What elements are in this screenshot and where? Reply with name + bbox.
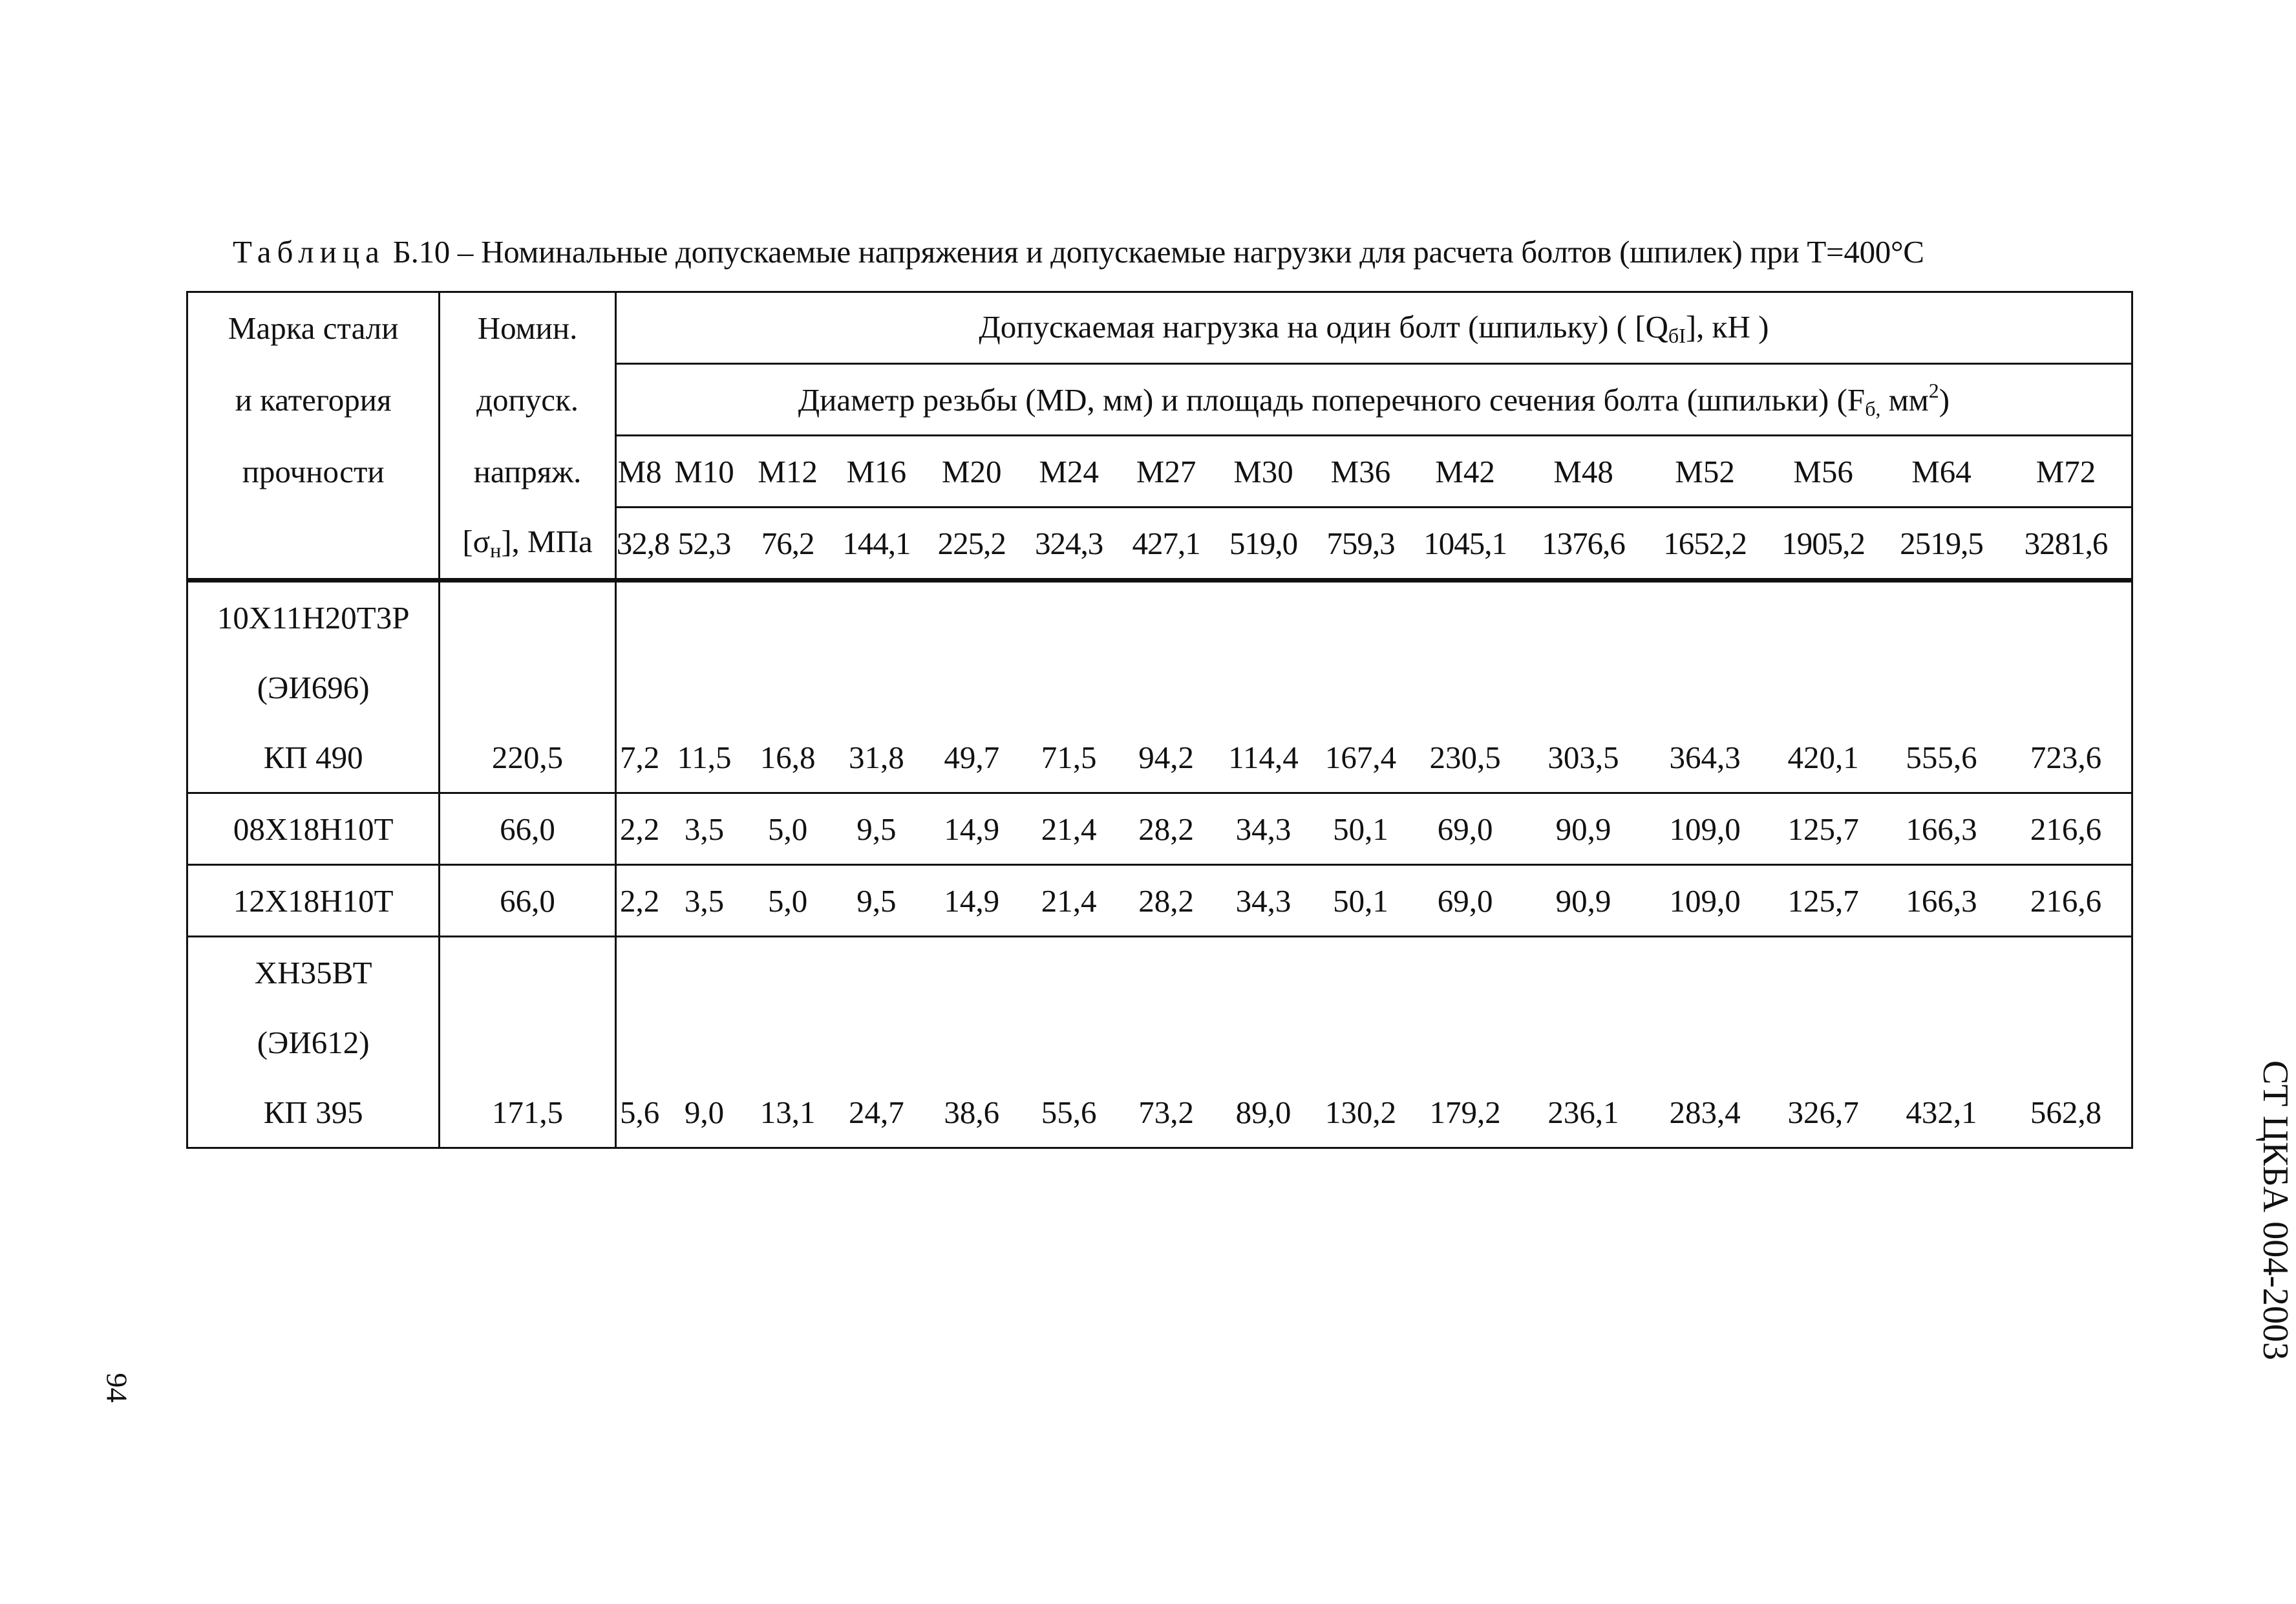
area-cell: 1652,2 (1646, 508, 1764, 581)
load-value-cell: 2,2 (615, 865, 663, 937)
header-row-1 (187, 292, 2132, 364)
thread-size-cell: M12 (746, 436, 830, 508)
load-value-cell (1646, 581, 1764, 653)
load-value-cell (746, 937, 830, 1008)
load-value-cell (1764, 581, 1882, 653)
steel-header-blank (187, 508, 440, 581)
load-value-cell: 236,1 (1521, 1077, 1646, 1148)
steel-grade-cell: 08Х18Н10Т (187, 793, 440, 865)
load-value-cell (1882, 937, 2001, 1008)
load-value-cell (1521, 1007, 1646, 1077)
thread-size-cell: M72 (2001, 436, 2132, 508)
load-value-cell: 555,6 (1906, 739, 1977, 775)
caption-label: Таблица (233, 234, 385, 270)
load-value-cell (1312, 937, 1409, 1008)
load-value-cell: 28,2 (1118, 865, 1215, 937)
load-value-cell (1312, 1007, 1409, 1077)
load-value-cell: 9,5 (830, 865, 923, 937)
load-value-cell (1312, 581, 1409, 653)
load-value-cell (1409, 581, 1521, 653)
load-value-cell: 166,3 (1882, 865, 2001, 937)
load-value-cell: 109,0 (1646, 865, 1764, 937)
load-value-cell: 9,0 (663, 1077, 745, 1148)
load-value-cell: 5,0 (746, 793, 830, 865)
nominal-stress-cell (440, 937, 615, 1008)
thread-size-cell: M48 (1521, 436, 1646, 508)
steel-grade-cell: КП 395 (187, 1077, 440, 1148)
load-value-cell: 90,9 (1521, 793, 1646, 865)
load-value-cell: 94,2 (1138, 739, 1194, 775)
load-value-cell (1521, 581, 1646, 653)
table-row (187, 652, 2132, 722)
load-value-cell: 34,3 (1215, 865, 1312, 937)
load-value-cell: 303,5 (1547, 739, 1619, 775)
load-value-cell: 109,0 (1646, 793, 1764, 865)
bolt-load-table (186, 291, 2133, 1149)
area-cell: 759,3 (1312, 508, 1409, 581)
load-value-cell (746, 581, 830, 653)
table-row (187, 793, 2132, 865)
thread-size-cell: M36 (1312, 436, 1409, 508)
table-row (187, 581, 2132, 653)
load-value-cell: 7,2 (615, 722, 663, 793)
load-value-cell: 3,5 (663, 793, 745, 865)
load-value-cell (746, 652, 830, 722)
load-value-cell: 230,5 (1429, 739, 1501, 775)
load-value-cell: 723,6 (2001, 722, 2132, 793)
nominal-stress-cell: 66,0 (440, 865, 615, 937)
thread-size-cell: M20 (923, 436, 1020, 508)
load-value-cell (1020, 652, 1117, 722)
load-value-cell: 28,2 (1118, 793, 1215, 865)
diameter-title: Диаметр резьбы (MD, мм) и площадь поперечного сечения болта (шпильки) ($F_{б,}$ $мм^2$) (615, 364, 2132, 436)
load-value-cell (1882, 581, 2001, 653)
load-value-cell (1764, 937, 1882, 1008)
area-cell: 427,1 (1118, 508, 1215, 581)
load-value-cell: 50,1 (1312, 865, 1409, 937)
table-row (187, 865, 2132, 937)
load-value-cell (1215, 581, 1312, 653)
load-value-cell (1764, 652, 1882, 722)
thread-size-cell: M64 (1882, 436, 2001, 508)
load-value-cell: 90,9 (1521, 865, 1646, 937)
load-value-cell (1312, 652, 1409, 722)
load-value-cell: 5,0 (746, 865, 830, 937)
load-value-cell: 31,8 (848, 739, 904, 775)
thread-size-cell: M52 (1646, 436, 1764, 508)
load-value-cell: 2,2 (615, 793, 663, 865)
load-value-cell (1882, 1007, 2001, 1077)
load-value-cell (663, 1007, 745, 1077)
steel-grade-cell: (ЭИ696) (187, 652, 440, 722)
load-value-cell (1020, 1007, 1117, 1077)
load-value-cell: 21,4 (1020, 793, 1117, 865)
load-value-cell (1882, 652, 2001, 722)
load-value-cell: 364,3 (1669, 739, 1741, 775)
standard-code: СТ ЦКБА 004-2003 (2255, 1060, 2295, 1360)
table-row (187, 1077, 2132, 1148)
load-value-cell: 283,4 (1646, 1077, 1764, 1148)
table-row (187, 722, 2132, 793)
area-cell: 2519,5 (1882, 508, 2001, 581)
load-value-cell (1764, 1007, 1882, 1077)
load-value-cell (2001, 1007, 2132, 1077)
nominal-stress-cell (440, 652, 615, 722)
load-value-cell (1118, 652, 1215, 722)
area-cell: 76,2 (746, 508, 830, 581)
sizes-row (187, 436, 2132, 508)
load-value-cell (923, 1007, 1020, 1077)
load-value-cell (663, 581, 745, 653)
load-value-cell: 420,1 (1787, 739, 1859, 775)
load-value-cell (1409, 652, 1521, 722)
area-cell: 324,3 (1020, 508, 1117, 581)
header-row-2 (187, 364, 2132, 436)
load-title: Допускаемая нагрузка на один болт (шпильку) ( $[Q_{бI}]$, кН ) (615, 292, 2132, 364)
load-value-cell (1646, 937, 1764, 1008)
load-value-cell (923, 581, 1020, 653)
load-value-cell: 71,5 (1041, 739, 1097, 775)
load-value-cell (923, 937, 1020, 1008)
area-cell: 1376,6 (1521, 508, 1646, 581)
load-value-cell (1646, 652, 1764, 722)
steel-grade-cell: 12Х18Н10Т (187, 865, 440, 937)
area-cell: 225,2 (923, 508, 1020, 581)
load-value-cell: 14,9 (923, 793, 1020, 865)
thread-size-cell: M24 (1020, 436, 1117, 508)
area-cell: 144,1 (830, 508, 923, 581)
load-value-cell: 24,7 (830, 1077, 923, 1148)
load-value-cell: 216,6 (2001, 865, 2132, 937)
area-cell: 3281,6 (2001, 508, 2132, 581)
load-value-cell: 3,5 (663, 865, 745, 937)
nominal-stress-cell (440, 1007, 615, 1077)
load-value-cell (615, 581, 663, 653)
load-value-cell: 73,2 (1118, 1077, 1215, 1148)
load-value-cell (1409, 1007, 1521, 1077)
load-value-cell (663, 937, 745, 1008)
load-value-cell (1020, 937, 1117, 1008)
steel-header-line-1: Марка стали (187, 292, 440, 364)
load-value-cell (1215, 1007, 1312, 1077)
stress-unit: $[\sigma_н]$, МПа (440, 508, 615, 581)
steel-header-line-3: прочности (187, 436, 440, 508)
load-value-cell (1521, 937, 1646, 1008)
load-value-cell: 125,7 (1764, 793, 1882, 865)
load-value-cell: 562,8 (2001, 1077, 2132, 1148)
load-value-cell: 38,6 (923, 1077, 1020, 1148)
load-value-cell: 166,3 (1882, 793, 2001, 865)
load-value-cell: 125,7 (1764, 865, 1882, 937)
nominal-stress-cell: 220,5 (440, 722, 615, 793)
load-value-cell (1521, 652, 1646, 722)
load-value-cell: 130,2 (1312, 1077, 1409, 1148)
thread-size-cell: M10 (663, 436, 745, 508)
load-value-cell (2001, 937, 2132, 1008)
load-value-cell: 49,7 (944, 739, 1000, 775)
stress-header-line-2: допуск. (440, 364, 615, 436)
load-value-cell (1646, 1007, 1764, 1077)
load-value-cell: 216,6 (2001, 793, 2132, 865)
load-value-cell (615, 937, 663, 1008)
stress-header-line-3: напряж. (440, 436, 615, 508)
table-row (187, 1007, 2132, 1077)
thread-size-cell: M27 (1118, 436, 1215, 508)
load-value-cell (830, 581, 923, 653)
load-value-cell (1118, 1007, 1215, 1077)
steel-header-line-2: и категория (187, 364, 440, 436)
load-value-cell: 69,0 (1409, 793, 1521, 865)
area-cell: 519,0 (1215, 508, 1312, 581)
load-value-cell: 13,1 (746, 1077, 830, 1148)
thread-size-cell: M16 (830, 436, 923, 508)
area-cell: 1905,2 (1764, 508, 1882, 581)
load-value-cell: 34,3 (1215, 793, 1312, 865)
area-cell: 1045,1 (1409, 508, 1521, 581)
load-value-cell: 179,2 (1409, 1077, 1521, 1148)
load-value-cell: 167,4 (1324, 739, 1397, 775)
area-cell: 32,8 (615, 508, 663, 581)
load-value-cell (1409, 937, 1521, 1008)
table-caption (233, 226, 2178, 278)
load-value-cell: 11,5 (677, 739, 732, 775)
load-value-cell: 50,1 (1312, 793, 1409, 865)
load-value-cell: 16,8 (760, 739, 816, 775)
nominal-stress-cell (440, 581, 615, 653)
load-value-cell (2001, 652, 2132, 722)
load-value-cell (1118, 581, 1215, 653)
load-value-cell: 69,0 (1409, 865, 1521, 937)
load-value-cell (615, 652, 663, 722)
steel-grade-cell: КП 490 (187, 722, 440, 793)
load-value-cell (830, 937, 923, 1008)
load-value-cell (663, 652, 745, 722)
load-value-cell: 14,9 (923, 865, 1020, 937)
caption-text: Б.10 – Номинальные допускаемые напряжения и допускаемые нагрузки для расчета болтов (шпилек) при Т=400°С (385, 234, 1924, 270)
area-cell: 52,3 (663, 508, 745, 581)
load-value-cell (2001, 581, 2132, 653)
nominal-stress-cell: 66,0 (440, 793, 615, 865)
load-value-cell: 55,6 (1020, 1077, 1117, 1148)
load-value-cell (923, 652, 1020, 722)
load-value-cell (1118, 937, 1215, 1008)
load-value-cell (1215, 937, 1312, 1008)
steel-grade-cell: (ЭИ612) (187, 1007, 440, 1077)
load-value-cell: 21,4 (1020, 865, 1117, 937)
load-value-cell: 432,1 (1882, 1077, 2001, 1148)
thread-size-cell: M8 (615, 436, 663, 508)
nominal-stress-cell: 171,5 (440, 1077, 615, 1148)
load-value-cell: 89,0 (1215, 1077, 1312, 1148)
table-row (187, 937, 2132, 1008)
areas-row (187, 508, 2132, 581)
load-value-cell (830, 1007, 923, 1077)
load-value-cell (1215, 652, 1312, 722)
load-value-cell (746, 1007, 830, 1077)
load-value-cell (1020, 581, 1117, 653)
thread-size-cell: M42 (1409, 436, 1521, 508)
page-number: 94 (100, 1373, 134, 1403)
load-value-cell: 9,5 (830, 793, 923, 865)
load-value-cell: 5,6 (615, 1077, 663, 1148)
steel-grade-cell: ХН35ВТ (187, 937, 440, 1008)
load-value-cell: 114,4 (1228, 739, 1299, 775)
load-value-cell (830, 652, 923, 722)
thread-size-cell: M56 (1764, 436, 1882, 508)
load-value-cell (615, 1007, 663, 1077)
thread-size-cell: M30 (1215, 436, 1312, 508)
steel-grade-cell: 10Х11Н20Т3Р (187, 581, 440, 653)
stress-header-line-1: Номин. (440, 292, 615, 364)
load-value-cell: 326,7 (1764, 1077, 1882, 1148)
